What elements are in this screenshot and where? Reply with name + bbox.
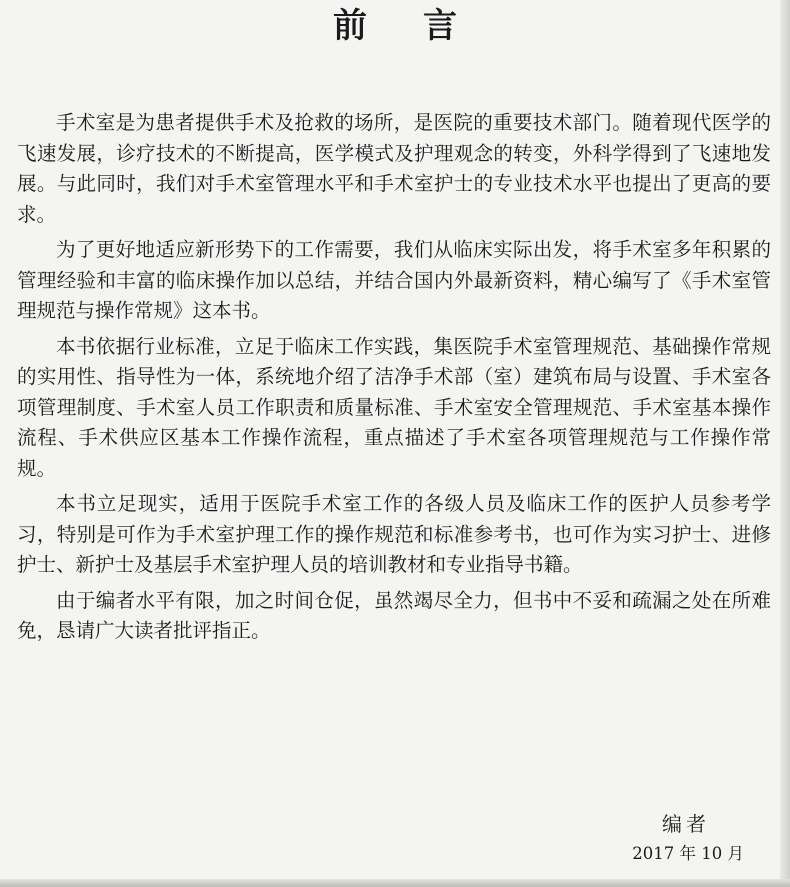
paragraph-3: 本书依据行业标准，立足于临床工作实践，集医院手术室管理规范、基础操作常规的实用性、指导性为一体，系统地介绍了洁净手术部（室）建筑布局与设置、手术室各项管理制度、手术室人员工作职责和质量标准、手术室安全管理规范、手术室基本操作流程、手术供应区基本工作操作流程，重点描述了手术室各项管理规范与工作操作常规。: [17, 334, 771, 480]
paragraph-5: 由于编者水平有限，加之时间仓促，虽然竭尽全力，但书中不妥和疏漏之处在所难免，恳请广大读者批评指正。: [17, 588, 771, 642]
page-edge-right: [780, 0, 790, 887]
paragraph-1: 手术室是为患者提供手术及抢救的场所，是医院的重要技术部门。随着现代医学的飞速发展，诊疗技术的不断提高，医学模式及护理观念的转变，外科学得到了飞速地发展。与此同时，我们对手术室管理水平和手术室护士的专业技术水平也提出了更高的要求。: [17, 111, 771, 226]
page-title: 前言: [333, 6, 513, 46]
paragraph-2: 为了更好地适应新形势下的工作需要，我们从临床实际出发，将手术室多年积累的管理经验和丰富的临床操作加以总结，并结合国内外最新资料，精心编写了《手术室管理规范与操作常规》这本书。: [17, 238, 771, 322]
signature: 编者: [662, 812, 710, 836]
paragraph-4: 本书立足现实，适用于医院手术室工作的各级人员及临床工作的医护人员参考学习，特别是可作为手术室护理工作的操作规范和标准参考书，也可作为实习护士、进修护士、新护士及基层手术室护理人员的培训教材和专业指导书籍。: [17, 492, 771, 576]
page-edge-bottom: [0, 879, 790, 887]
date: 2017 年 10 月: [632, 844, 744, 863]
preface-body: [17, 108, 771, 652]
